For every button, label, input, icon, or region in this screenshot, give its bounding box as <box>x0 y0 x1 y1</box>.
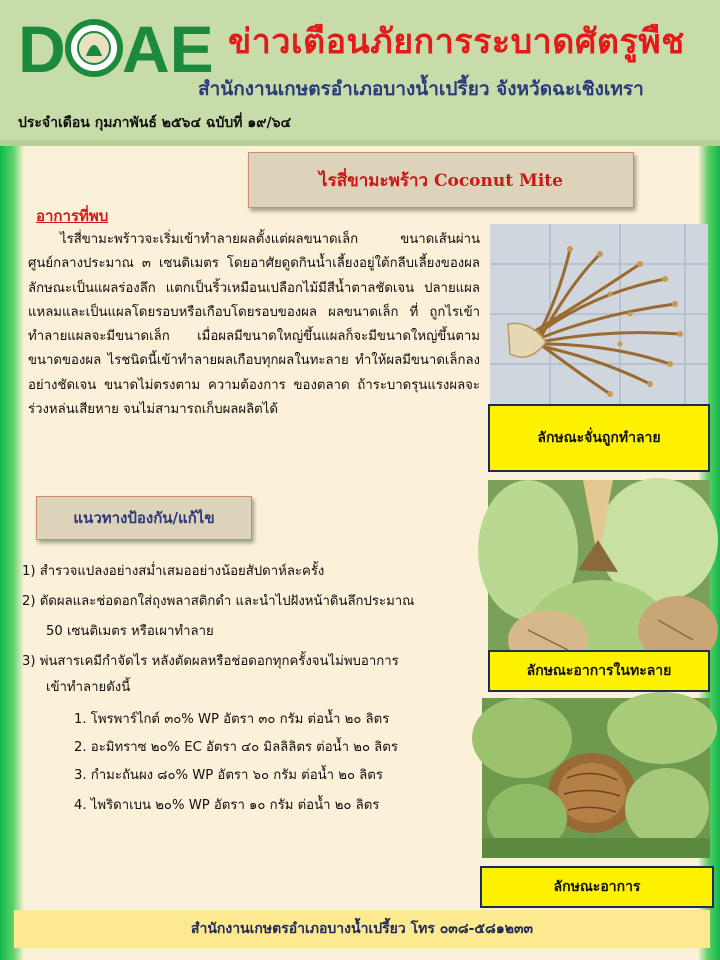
bulletin-title: ข่าวเตือนภัยการระบาดศัตรูพืช <box>228 22 685 62</box>
doae-logo <box>18 12 214 86</box>
svg-text:D: D <box>18 12 66 86</box>
symptoms-heading: อาการที่พบ <box>36 207 109 225</box>
footer-contact: สำนักงานเกษตรอำเภอบางน้ำเปรี้ยว โทร ๐๓๘-๕๘๑๒๓๓ <box>190 921 534 937</box>
footer-bar <box>14 910 710 948</box>
step-1: 1) สำรวจแปลงอย่างสม่ำเสมออย่างน้อยสัปดาห์ละครั้ง <box>22 564 325 579</box>
chemical-item: 1. โพรพาร์ไกต์ ๓๐% WP อัตรา ๓๐ กรัม ต่อน้ำ ๒๐ ลิตร <box>74 712 390 727</box>
header-banner <box>0 0 720 145</box>
photo-fruit-symptoms <box>482 698 710 858</box>
caption-fruit-symptoms: ลักษณะอาการ <box>480 866 714 908</box>
issue-number: ประจำเดือน กุมภาพันธ์ ๒๕๖๔ ฉบับที่ ๑๙/๖๔ <box>18 115 292 131</box>
header-divider <box>0 140 720 146</box>
chemical-item: 2. อะมิทราซ ๒๐% EC อัตรา ๔๐ มิลลิลิตร ต่อน้ำ ๒๐ ลิตร <box>74 740 398 755</box>
prevention-heading-box <box>36 496 252 540</box>
caption-bunch-symptoms: ลักษณะอาการในทะลาย <box>488 650 710 692</box>
step-3-continued: เข้าทำลายดังนี้ <box>46 680 131 695</box>
chemical-item: 3. กำมะถันผง ๘๐% WP อัตรา ๖๐ กรัม ต่อน้ำ ๒๐ ลิตร <box>74 768 383 783</box>
office-subtitle: สำนักงานเกษตรอำเภอบางน้ำเปรี้ยว จังหวัดฉะเชิงเทรา <box>198 78 644 100</box>
caption-damaged-inflorescence: ลักษณะจั่นถูกทำลาย <box>488 404 710 472</box>
prevention-heading: แนวทางป้องกัน/แก้ไข <box>73 509 215 527</box>
step-2: 2) ตัดผลและช่อดอกใส่ถุงพลาสติกดำ และนำไปฝังหน้าดินลึกประมาณ <box>22 594 415 609</box>
svg-text:AE: AE <box>122 12 214 86</box>
chemical-item: 4. ไพริดาเบน ๒๐% WP อัตรา ๑๐ กรัม ต่อน้ำ ๒๐ ลิตร <box>74 798 380 813</box>
pest-title-box <box>248 152 634 208</box>
pest-title: ไรสี่ขามะพร้าว Coconut Mite <box>319 170 563 191</box>
left-green-border <box>0 146 24 960</box>
step-2-continued: 50 เซนติเมตร หรือเผาทำลาย <box>46 624 214 639</box>
photo-bunch-symptoms <box>488 480 710 656</box>
step-3: 3) พ่นสารเคมีกำจัดไร หลังตัดผลหรือช่อดอกทุกครั้งจนไม่พบอาการ <box>22 654 399 669</box>
symptoms-text: ไรสี่ขามะพร้าวจะเริ่มเข้าทำลายผลตั้งแต่ผลขนาดเล็ก ขนาดเส้นผ่านศูนย์กลางประมาณ ๓ เซนติเมตร โดยอาศัยดูดกินน้ำเลี้ยงอยู่ใต้กลีบเลี้ยงของผล ลักษณะเป็นแผลร่องลึก แตกเป็นริ้วเหมือนเปลือกไม้มีสีน้ำตาลชัดเจน ปลายแผลแหลมและเป็นแผลโดยรอบหรือเกือบโดยรอบของผล ผลขนาดเล็ก ที่ ถูกไรเข้าทำลายแผลจะมีขนาดเล็ก เมื่อผลมีขนาดใหญ่ขึ้นแผลก็จะมีขนาดใหญ่ขึ้นตามขนาดของผล ไรชนิดนี้เข้าทำลายผลเกือบทุกผลในทะลาย ทำให้ผลมีขนาดเล็กลงอย่างชัดเจน ขนาดไม่ตรงตาม ความต้องการ ของตลาด ถ้าระบาดรุนแรงผลจะร่วงหล่นเสียหาย จนไม่สามารถเก็บผลผลิตได้ <box>28 232 480 418</box>
photo-damaged-inflorescence <box>490 224 708 408</box>
